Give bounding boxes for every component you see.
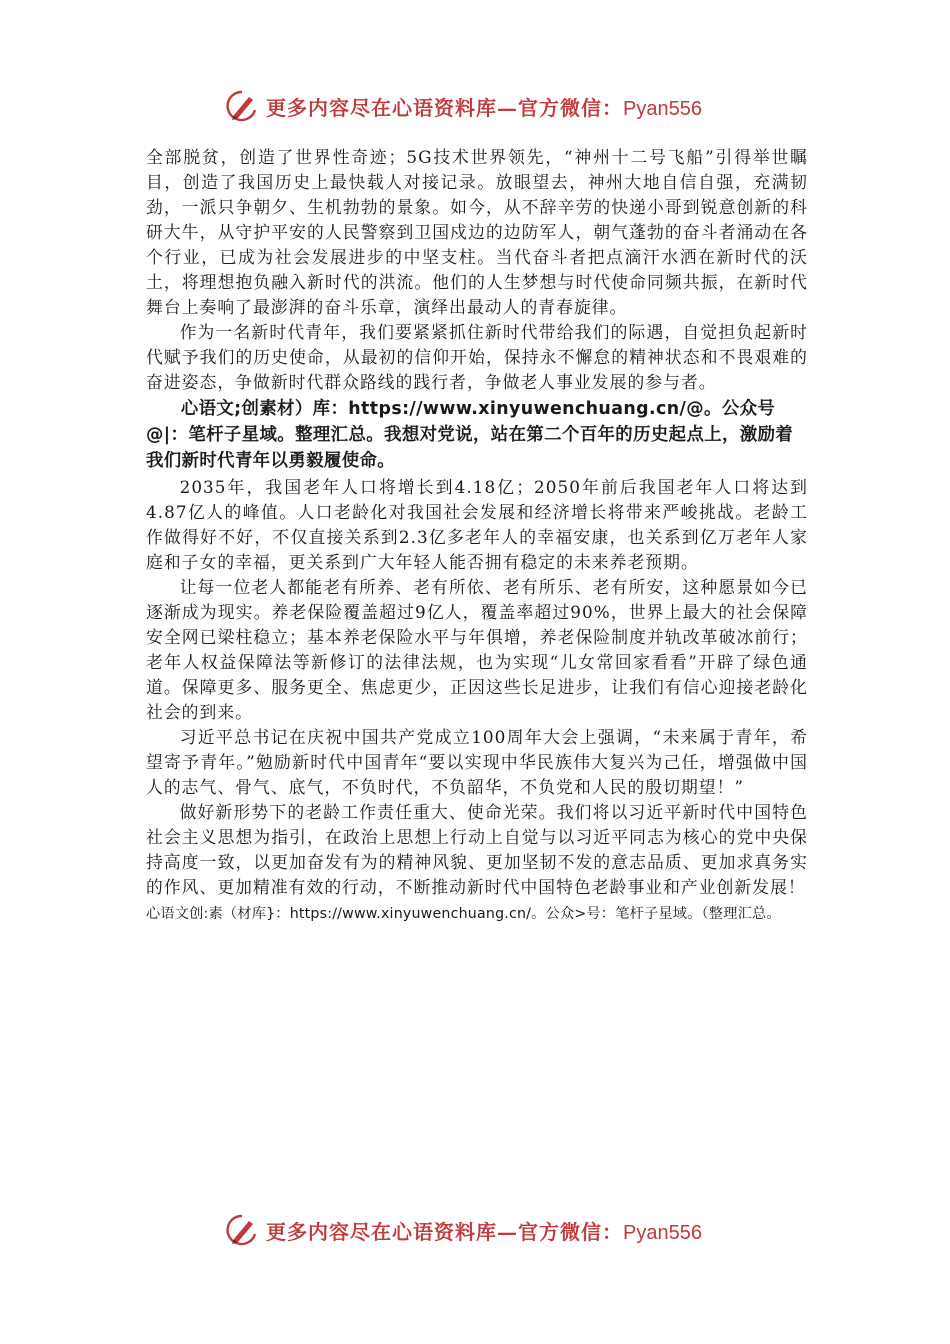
paragraph-4: 让每一位老人都能老有所养、老有所依、老有所乐、老有所安，这种愿景如今已逐渐成为现实。养老保险覆盖超过9亿人，覆盖率超过90%，世界上最大的社会保障安全网已梁柱稳立；基本养老保险水平与年俱增，养老保险制度并轨改革破冰前行；老年人权益保障法等新修订的法律法规，也为实现“儿女常回家看看”开辟了绿色通道。保障更多、服务更全、焦虑更少，正因这些长足进步，让我们有信心迎接老龄化社会的到来。 [146,577,808,722]
paragraph-2: 作为一名新时代青年，我们要紧紧抓住新时代带给我们的际遇，自觉担负起新时代赋予我们的历史使命，从最初的信仰开始，保持永不懈怠的精神状态和不畏艰难的奋进姿态，争做新时代群众路线的践行者，争做老人事业发展的参与者。 [146,322,808,392]
banner-text-en: Pyan556 [623,1222,702,1244]
banner-text-zh: 更多内容尽在心语资料库—官方微信： [266,1220,623,1244]
header-banner [0,86,950,126]
banner-text-en: Pyan556 [623,98,702,120]
paragraph-5: 习近平总书记在庆祝中国共产党成立100周年大会上强调，“未来属于青年，希望寄予青年。”勉励新时代中国青年“要以实现中华民族伟大复兴为己任，增强做中国人的志气、骨气、底气，不负时代，不负韶华，不负党和人民的殷切期望！” [146,727,808,797]
source-note-footer: 心语文创:素（材库}：https://www.xinyuwenchuang.cn/。公众>号：笔杆子星域。（整理汇总。 [146,906,781,922]
banner-text-zh: 更多内容尽在心语资料库—官方微信： [266,96,623,120]
pen-in-circle-icon [224,1212,260,1248]
pen-in-circle-icon [224,88,260,124]
footer-banner [0,1210,950,1250]
header-banner-text [266,92,702,121]
source-note-bold: 心语文;创素材）库：https://www.xinyuwenchuang.cn/@。公众号@|：笔杆子星域。整理汇总。我想对党说，站在第二个百年的历史起点上，激励着我们新时代青年以勇毅履使命。 [146,399,794,471]
footer-banner-text [266,1216,702,1245]
paragraph-6: 做好新形势下的老龄工作责任重大、使命光荣。我们将以习近平新时代中国特色社会主义思想为指引，在政治上思想上行动上自觉与以习近平同志为核心的党中央保持高度一致，以更加奋发有为的精神风貌、更加坚韧不发的意志品质、更加求真务实的作风、更加精准有效的行动，不断推动新时代中国特色老龄事业和产业创新发展！ [146,802,808,897]
document-body [146,145,808,926]
paragraph-3: 2035年，我国老年人口将增长到4.18亿；2050年前后我国老年人口将达到4.87亿人的峰值。人口老龄化对我国社会发展和经济增长将带来严峻挑战。老龄工作做得好不好，不仅直接关系到2.3亿多老年人的幸福安康，也关系到亿万老年人家庭和子女的幸福，更关系到广大年轻人能否拥有稳定的未来养老预期。 [146,477,808,572]
paragraph-1: 全部脱贫，创造了世界性奇迹；5G技术世界领先，“神州十二号飞船”引得举世瞩目，创造了我国历史上最快载人对接记录。放眼望去，神州大地自信自强，充满韧劲，一派只争朝夕、生机勃勃的景象。如今，从不辞辛劳的快递小哥到锐意创新的科研大牛，从守护平安的人民警察到卫国戍边的边防军人，朝气蓬勃的奋斗者涌动在各个行业，已成为社会发展进步的中坚支柱。当代奋斗者把点滴汗水洒在新时代的沃土，将理想抱负融入新时代的洪流。他们的人生梦想与时代使命同频共振，在新时代舞台上奏响了最澎湃的奋斗乐章，演绎出最动人的青春旋律。 [146,147,808,317]
